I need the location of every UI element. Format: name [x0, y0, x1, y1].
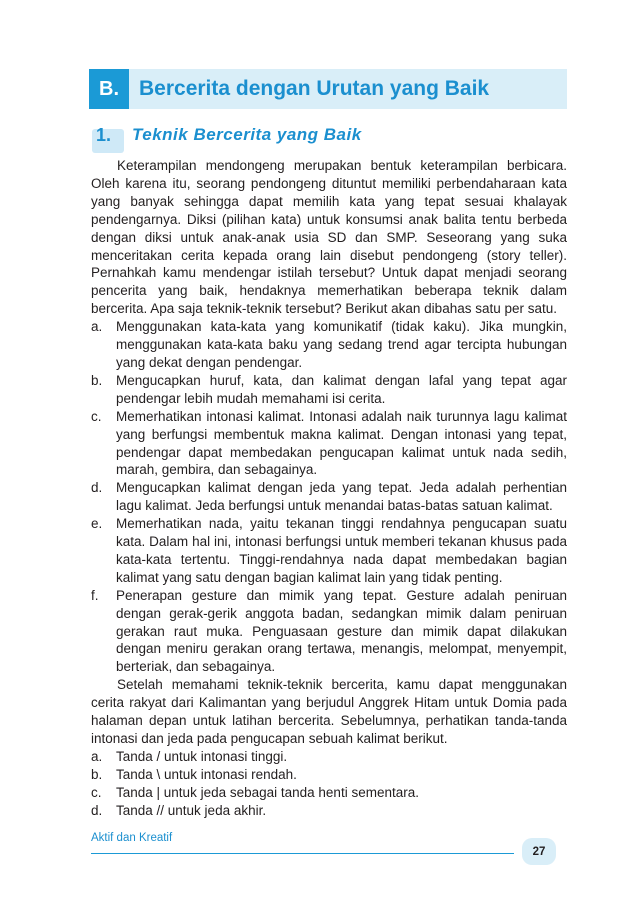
- section-letter-badge: B.: [89, 69, 129, 109]
- body-text: [91, 157, 567, 820]
- footer-book-title: Aktif dan Kreatif: [91, 832, 173, 844]
- list-item-text: Tanda // untuk jeda akhir.: [116, 802, 267, 818]
- list-marker: d.: [91, 802, 103, 818]
- list-marker: b.: [91, 766, 103, 782]
- technique-item-d: [91, 479, 567, 515]
- list-item-text: Mengucapkan kalimat dengan jeda yang tepat. Jeda adalah perhentian lagu kalimat. Jeda berfungsi untuk menandai batas-batas satuan kalimat.: [116, 480, 567, 514]
- list-marker: c.: [91, 408, 102, 424]
- list-item-text: Penerapan gesture dan mimik yang tepat. Gesture adalah peniruan dengan gerak-gerik anggota badan, sedangkan mimik dalam peniruan gerakan raut muka. Penguasaan gesture dan mimik dapat dilakukan dengan meniru gerakan orang tertawa, menangis, melompat, menyempit, berteriak, dan sebagainya.: [116, 587, 567, 675]
- sign-item-d: [91, 802, 567, 820]
- list-item-text: Menggunakan kata-kata yang komunikatif (tidak kaku). Jika mungkin, menggunakan kata-kata baku yang sedang trend agar tercipta hubungan yang dekat dengan pendengar.: [116, 319, 567, 370]
- page-number-badge: [522, 838, 556, 865]
- section-header: [89, 69, 567, 109]
- technique-item-c: [91, 408, 567, 480]
- list-item-text: Mengucapkan huruf, kata, dan kalimat dengan lafal yang tepat agar pendengar lebih mudah memahami isi cerita.: [116, 372, 567, 406]
- closing-paragraph: Setelah memahami teknik-teknik bercerita, kamu dapat menggunakan cerita rakyat dari Kalimantan yang berjudul Anggrek Hitam untuk Domia pada halaman depan untuk latihan bercerita. Sebelumnya, perhatikan tanda-tanda intonasi dan jeda pada pengucapan sebuah kalimat berikut.: [91, 677, 567, 746]
- page-number: 27: [532, 845, 546, 858]
- list-marker: d.: [91, 480, 103, 496]
- sign-item-c: [91, 784, 567, 802]
- footer-divider: [91, 853, 514, 854]
- sign-item-a: [91, 748, 567, 766]
- list-marker: f.: [91, 587, 99, 603]
- list-marker: a.: [91, 319, 103, 335]
- technique-item-e: [91, 515, 567, 587]
- list-item-text: Memerhatikan nada, yaitu tekanan tinggi rendahnya pengucapan suatu kata. Dalam hal ini, intonasi berfungsi untuk memberi tekanan khusus pada kata-kata tertentu. Tinggi-rendahnya nada dapat membedakan bagian kalimat yang satu dengan bagian kalimat lain yang tidak penting.: [116, 516, 567, 585]
- subsection-number: 1.: [96, 125, 112, 145]
- subsection-title: Teknik Bercerita yang Baik: [132, 125, 362, 144]
- list-item-text: Tanda \ untuk intonasi rendah.: [116, 766, 297, 782]
- section-title: Bercerita dengan Urutan yang Baik: [139, 77, 490, 100]
- technique-item-a: [91, 318, 567, 372]
- list-item-text: Tanda | untuk jeda sebagai tanda henti sementara.: [116, 784, 419, 800]
- intro-paragraph: Keterampilan mendongeng merupakan bentuk keterampilan berbicara. Oleh karena itu, seorang pendongeng dituntut memiliki perbendaharaan kata yang banyak sehingga dapat memilih kata yang tepat sesuai khalayak pendengarnya. Diksi (pilihan kata) untuk konsumsi anak balita tentu berbeda dengan diksi untuk anak-anak usia SD dan SMP. Seseorang yang suka menceritakan cerita kepada orang lain disebut pendongeng (story teller). Pernahkah kamu mendengar istilah tersebut? Untuk dapat menjadi seorang pencerita yang baik, hendaknya memerhatikan beberapa teknik dalam bercerita. Apa saja teknik-teknik tersebut? Berikut akan dibahas satu per satu.: [91, 158, 567, 317]
- list-marker: e.: [91, 516, 103, 532]
- technique-item-f: [91, 587, 567, 677]
- list-marker: a.: [91, 748, 103, 764]
- list-item-text: Memerhatikan intonasi kalimat. Intonasi adalah naik turunnya lagu kalimat yang berfungsi membentuk makna kalimat. Dengan intonasi yang tepat, pendengar dapat membedakan pengucapan kalimat untuk nada sedih, marah, gembira, dan sebagainya.: [116, 408, 567, 478]
- technique-item-b: [91, 372, 567, 408]
- sign-item-b: [91, 766, 567, 784]
- list-marker: c.: [91, 784, 102, 800]
- list-marker: b.: [91, 372, 103, 388]
- list-item-text: Tanda / untuk intonasi tinggi.: [116, 748, 288, 764]
